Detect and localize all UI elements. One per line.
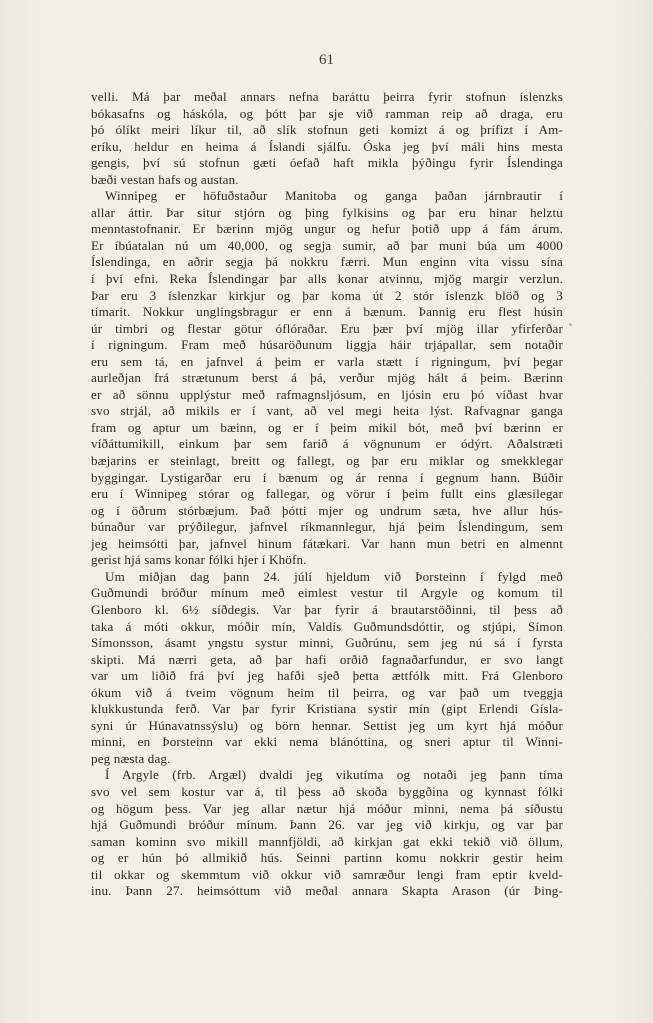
text-line: peg næsta dag.: [91, 750, 171, 766]
text-line: í rigningum. Fram með húsaröðunum liggja háir trjápallar, sem notaðir: [91, 337, 563, 353]
text-line: bókasafns og háskóla, og þótt þar sje við ramman reip að draga, eru: [91, 105, 563, 121]
text-line: fram og aptur um bæinn, og er í þeim mikil bót, með því bærinn er: [91, 419, 563, 435]
text-line: skipti. Má nærri geta, að þar hafi orðið fagnaðarfundur, er svo langt: [91, 651, 563, 667]
text-line: og er hún þó allmikið hús. Seinni partinn komu nokkrir gestir heim: [91, 850, 563, 866]
text-line: gerist hjá sams konar fólki hjer í Khöfn.: [91, 552, 307, 568]
text-line: til okkar og skemmtum við okkur við samræður lengi fram eptir kveld-: [91, 866, 563, 882]
text-line: úr timbri og flestar götur óflóraðar. Eru þær því mjög illar yfirferðar: [91, 320, 563, 336]
text-line: Guðmundi bróður mínum með eimlest vestur til Argyle og komum til: [91, 585, 563, 601]
text-line: Er íbúatalan nú um 40,000, og segja sumir, að þar muni búa um 4000: [91, 237, 563, 253]
text-line: eru sem tá, en jafnvel á þeim er varla stætt í rigningum, því þegar: [91, 353, 563, 369]
text-line: syni úr Húnavatnssýslu) og börn hennar. Settist jeg um kyrt hjá móður: [91, 717, 563, 733]
text-line: allar áttir. Þar situr stjórn og þing fylkisins og þar eru hinar helztu: [91, 204, 563, 220]
text-line: bæjarins er steinlagt, breitt og fallegt, og þar eru miklar og smekklegar: [91, 453, 563, 469]
text-line: klukkustunda ferð. Var þar fyrir Kristiana systir mín (gipt Erlendi Gísla-: [91, 701, 563, 717]
text-line: taka á móti okkur, móðir mín, Valdís Guðmundsdóttir, og stjúpi, Símon: [91, 618, 563, 634]
text-line: víðáttumikill, einkum þar sem farið á vögnunum er ódýrt. Aðalstræti: [91, 436, 563, 452]
text-line: svo vel sem kostur var á, til þess að skoða byggðina og kynnast fólki: [91, 783, 563, 799]
body-text: [91, 89, 563, 900]
text-line: eru í Winnipeg stórar og fallegar, og vörur í þeim fullt eins glæsilegar: [91, 486, 563, 502]
text-line: hjá Guðmundi bróður mínum. Þann 26. var jeg við kirkju, og var þar: [91, 817, 563, 833]
text-line: Símonsson, ásamt yngstu systur minni, Guðrúnu, sem jeg nú sá í fyrsta: [91, 635, 563, 651]
text-line: eríku, heldur en heima á Íslandi sjálfu. Óska jeg því máli hins mesta: [91, 138, 563, 154]
text-line: velli. Má þar meðal annars nefna baráttu þeirra fyrir stofnun íslenzks: [91, 89, 563, 104]
paper-speck: [569, 323, 572, 326]
text-line: ókum við á tveim vögnum heim til þeirra, og var það um tveggja: [91, 684, 563, 700]
text-line: er að sönnu upplýstur með rafmagnsljósum, en ljósin eru þó víðast hvar: [91, 386, 563, 402]
text-line: menntastofnanir. Er bærinn mjög ungur og hefur þotið upp á fám árum.: [91, 221, 563, 237]
text-line: jeg heimsótti þar, jafnvel hinum fátækari. Var hann mun betri en almennt: [91, 535, 563, 551]
text-line: og í öðrum stórbæjum. Það þótti mjer og undrum sæta, hve allur hús-: [91, 502, 563, 518]
text-line: gengis, því sú stofnun gæti óefað haft mikla þýðingu fyrir Íslendinga: [91, 155, 563, 171]
text-line: Glenboro kl. 6½ síðdegis. Var þar fyrir á brautarstöðinni, til þess að: [91, 601, 563, 617]
text-line: saman kominn svo mikill mannfjöldi, að kirkjan gat ekki tekið við öllum,: [91, 833, 563, 849]
text-line: Í Argyle (frb. Argæl) dvaldi jeg vikutíma og notaði jeg þann tíma: [105, 767, 563, 783]
text-line: tímarit. Nokkur unglingsbragur er enn á bænum. Þannig eru flest húsin: [91, 304, 563, 320]
text-line: var um liðið frá því jeg hafði sjeð þetta ættfólk mitt. Frá Glenboro: [91, 668, 563, 684]
text-line: Um miðjan dag þann 24. júlí hjeldum við Þorsteinn í fylgd með: [105, 568, 563, 584]
text-line: Þar eru 3 íslenzkar kirkjur og þar koma út 2 stór íslenzk blöð og 3: [91, 287, 563, 303]
text-line: minni, en Þorsteinn var ekki nema blánóttina, og sneri aptur til Winni-: [91, 734, 563, 750]
text-line: þó ólíkt meiri líkur til, að slík stofnun geti komizt á og þrífizt í Am-: [91, 122, 563, 138]
page-number: 61: [319, 52, 334, 68]
text-line: inu. Þann 27. heimsóttum við meðal annara Skapta Arason (úr Þing-: [91, 883, 563, 899]
text-line: aurleðjan frá strætunum berst á þá, verður mjög hált á þeim. Bærinn: [91, 370, 563, 386]
text-line: Winnipeg er höfuðstaður Manitoba og ganga þaðan járnbrautir í: [105, 188, 563, 204]
text-line: í því efni. Reka Íslendingar þar alls konar atvinnu, mjög margir verzlun.: [91, 271, 563, 287]
text-line: búnaður var prýðilegur, jafnvel ríkmannlegur, hjá þeim Íslendingum, sem: [91, 519, 563, 535]
text-line: Íslendinga, en aðrir segja þá nokkru færri. Mun enginn vita vissu sína: [91, 254, 563, 270]
text-line: bæði vestan hafs og austan.: [91, 171, 239, 187]
text-line: byggingar. Lystigarðar eru í bænum og ár renna í gegnum hann. Búðir: [91, 469, 563, 485]
text-line: svo strjál, að mikils er í vant, að vel megi heita lýst. Rafvagnar ganga: [91, 403, 563, 419]
text-line: og högum þess. Var jeg allar nætur hjá móður minni, nema þá síðustu: [91, 800, 563, 816]
